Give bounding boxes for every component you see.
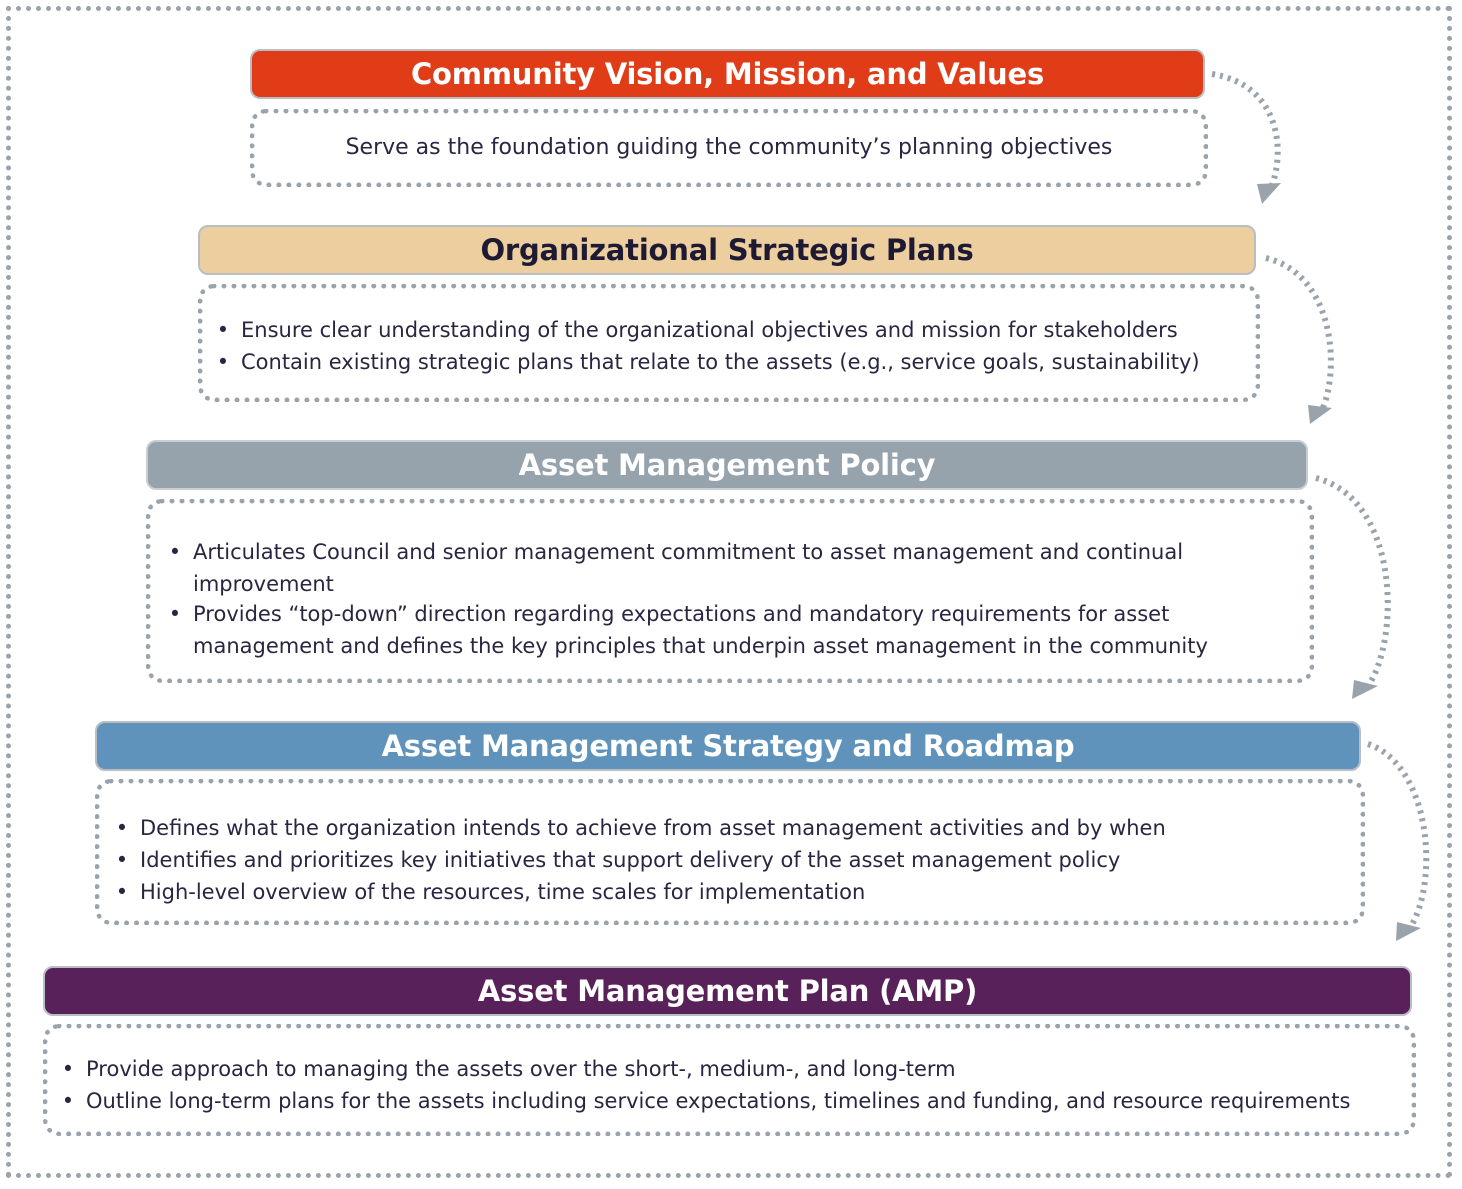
list-item: • Outline long-term plans for the assets including service expectations, timelines and funding, and resource requirements	[86, 1085, 1406, 1117]
policy-header	[146, 440, 1308, 490]
vision-header	[250, 49, 1205, 99]
bullet-icon: •	[216, 350, 230, 374]
bullet-icon: •	[115, 880, 129, 904]
bullet-icon: •	[216, 318, 230, 342]
bullet-icon: •	[168, 540, 182, 564]
amp-header	[43, 966, 1412, 1016]
list-item: • Articulates Council and senior management commitment to asset management and continual improvement	[193, 536, 1233, 600]
strategic-plans-list	[216, 314, 1241, 378]
list-item: • Provides “top-down” direction regarding expectations and mandatory requirements for asset management and defines the key principles that underpin asset management in the community	[193, 598, 1233, 662]
list-item: • Defines what the organization intends to achieve from asset management activities and by when	[140, 812, 1340, 844]
bullet-icon: •	[115, 816, 129, 840]
bullet-icon: •	[115, 848, 129, 872]
strategic-plans-box	[198, 284, 1260, 402]
list-item: • Contain existing strategic plans that relate to the assets (e.g., service goals, sustainability)	[241, 346, 1241, 378]
vision-description-box	[250, 109, 1208, 187]
amp-list	[61, 1053, 1406, 1117]
amp-box	[43, 1024, 1416, 1136]
policy-list	[168, 536, 1233, 662]
strategy-roadmap-title: Asset Management Strategy and Roadmap	[381, 729, 1075, 763]
policy-box	[146, 499, 1314, 683]
list-item: • Provide approach to managing the assets over the short-, medium-, and long-term	[86, 1053, 1406, 1085]
vision-title: Community Vision, Mission, and Values	[410, 57, 1045, 91]
list-item: • Identifies and prioritizes key initiatives that support delivery of the asset management policy	[140, 844, 1340, 876]
list-item: • High-level overview of the resources, time scales for implementation	[140, 876, 1340, 908]
bullet-icon: •	[168, 602, 182, 626]
vision-description: Serve as the foundation guiding the community’s planning objectives	[345, 135, 1113, 160]
bullet-icon: •	[61, 1089, 75, 1113]
policy-title: Asset Management Policy	[518, 448, 936, 482]
bullet-icon: •	[61, 1057, 75, 1081]
strategy-roadmap-header	[95, 721, 1361, 771]
strategic-plans-title: Organizational Strategic Plans	[480, 233, 974, 267]
amp-title: Asset Management Plan (AMP)	[477, 974, 978, 1008]
strategic-plans-header	[198, 225, 1256, 275]
strategy-roadmap-box	[95, 779, 1365, 925]
list-item: • Ensure clear understanding of the organizational objectives and mission for stakeholders	[241, 314, 1241, 346]
strategy-roadmap-list	[115, 812, 1340, 908]
